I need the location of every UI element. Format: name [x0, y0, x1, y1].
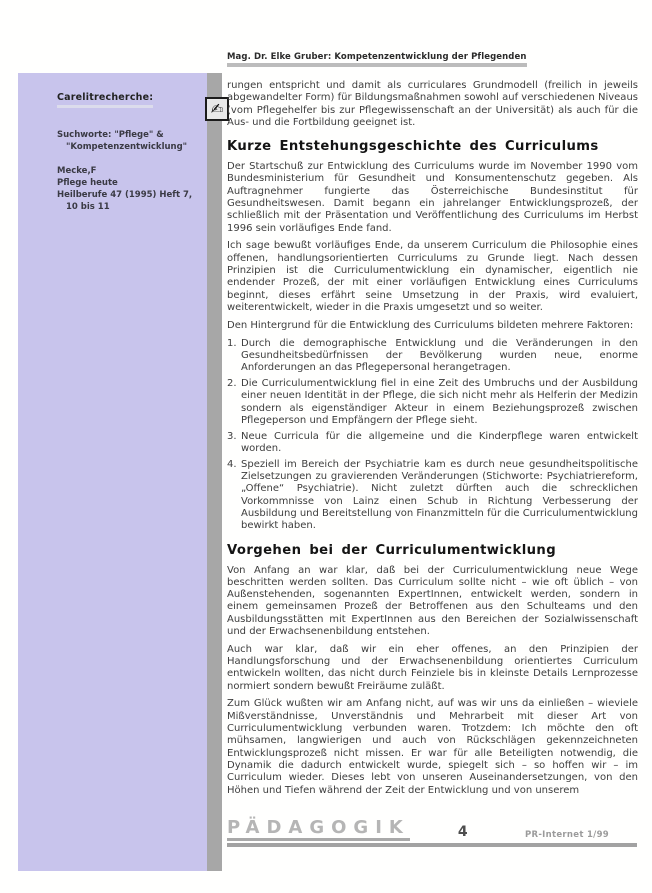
sidebar-keywords-line1: Suchworte: "Pflege" &: [57, 130, 164, 140]
paragraph: Der Startschuß zur Entwicklung des Curriculums wurde im November 1990 vom Bundesministerium für Gesundheit und Konsumentenschutz gegeben. Als Auftragnehmer fungierte das Österreichische Bundesinstitut für Gesundheitswesen. Damit begann ein jahrelanger Entwicklungsprozeß, der schließlich mit der Präsentation und Veröffentlichung des Curriculums im Herbst 1996 sein vorläufiges Ende fand.: [227, 161, 638, 234]
issue-label: PR-Internet 1/99: [524, 830, 609, 840]
writing-hand-icon: [205, 97, 229, 121]
numbered-list: [227, 338, 638, 533]
section-heading-vorgehen: Vorgehen bei der Curriculumentwicklung: [227, 542, 557, 558]
sidebar-panel: [18, 73, 207, 871]
citation-author: Mecke,F: [57, 166, 97, 176]
list-item: [227, 431, 638, 456]
footer-section-label: PÄDAGOGIK: [227, 818, 410, 841]
list-marker: 4.: [227, 458, 237, 470]
paragraph: Den Hintergrund für die Entwicklung des Curriculums bildeten mehrere Faktoren:: [227, 319, 634, 331]
list-item-text: Neue Curricula für die allgemeine und die Kinderpflege waren entwickelt worden.: [241, 430, 638, 454]
column-divider-bar: [207, 73, 222, 871]
list-item-text: Die Curriculumentwicklung fiel in eine Zeit des Umbruchs und der Ausbildung einer neuen Identität in der Pflege, die sich nicht mehr als Helferin der Medizin sondern als eigenständiger Akteur in einem Beziehungsprozeß zwischen Pflegeperson und Empfängern der Pflege sieht.: [241, 377, 638, 426]
paragraph: Auch war klar, daß wir ein eher offenes, an den Prinzipien der Handlungsforschung und der Erwachsenenbildung orientiertes Curriculum entwickeln wollten, das nicht durch Feinziele bis in kleinste Details Lernprozesse normiert sondern bewußt Freiräume zuläßt.: [227, 643, 638, 692]
writing-hand-glyph: ✍: [210, 99, 224, 118]
section-heading-entstehungsgeschichte: Kurze Entstehungsgeschichte des Curriculums: [227, 139, 599, 155]
list-marker: 2.: [227, 377, 237, 389]
list-item: [227, 378, 638, 427]
list-item: [227, 338, 638, 375]
main-text-column: [227, 44, 638, 810]
citation-journal: Pflege heute: [57, 178, 118, 188]
sidebar-title: Carelitrecherche:: [57, 92, 153, 108]
footer-rule: [227, 843, 637, 847]
intro-paragraph: rungen entspricht und damit als curriculares Grundmodell (freilich in jeweils abgewandelter Form) für Bildungsmaßnahmen sowohl auf verschiedenen Niveaus (vom Pflegehelfer bis zur Pflegewissenschaft an der Universität) als auch für die Aus- und die Fortbildung geeignet ist.: [227, 80, 638, 128]
paragraph: Von Anfang an war klar, daß bei der Curriculumentwicklung neue Wege beschritten werden sollten. Das Curriculum sollte nicht – wie oft üblich – von Außenstehenden, sogenannten ExpertInnen, entwickelt werden, sondern in einem gemeinsamen Prozeß der Betroffenen aus den Schulteams und den Ausbildungsstätten mit ExpertInnen aus den Bereichen der Sozialwissenschaft und der Erwachsenenbildung entstehen.: [227, 564, 638, 637]
list-item-text: Durch die demographische Entwicklung und die Veränderungen in den Gesundheitsbedürfnissen der Bevölkerung wurden neue, enorme Anforderungen an das Pflegepersonal herangetragen.: [241, 337, 638, 374]
running-header: Mag. Dr. Elke Gruber: Kompetenzentwicklung der Pflegenden: [227, 52, 527, 67]
citation-reference: Heilberufe 47 (1995) Heft 7, 10 bis 11: [57, 190, 193, 212]
sidebar-citation: [57, 165, 199, 213]
list-marker: 3.: [227, 430, 237, 442]
list-item: [227, 459, 638, 533]
page-number: 4: [457, 824, 468, 840]
paragraph: Zum Glück wußten wir am Anfang nicht, auf was wir uns da einließen – wieviele Mißverständnisse, Unverständnis und Mehrarbeit mit dieser Art von Curriculumentwicklung verbunden waren. Trotzdem: Ich möchte den oft mühsamen, langwierigen und auch von Rückschlägen gekennzeichneten Entwicklungsprozeß nicht missen. Er war für alle Beteiligten notwendig, die Dynamik die dadurch entwickelt wurde, spiegelt sich – so hoffen wir – im Curriculum wieder. Dieses lebt von unseren Auseinandersetzungen, von den Höhen und Tiefen während der Zeit der Entwicklung und von unserem: [227, 698, 638, 796]
sidebar-keywords-line2: "Kompetenzentwicklung": [66, 142, 188, 152]
page-footer: [227, 818, 637, 847]
paragraph: Ich sage bewußt vorläufiges Ende, da unserem Curriculum die Philosophie eines offenen, handlungsorientierten Curriculums zu Grunde liegt. Nach dessen Prinzipien ist die Curriculumentwicklung ein dynamischer, eigentlich nie endender Prozeß, der mit einer vorläufigen Entwicklung eines Curriculums beginnt, dieses erfährt seine Umsetzung in der Praxis, wird evaluiert, weiterentwickelt, wieder in die Praxis umgesetzt und so weiter.: [227, 240, 638, 313]
list-marker: 1.: [227, 337, 237, 349]
list-item-text: Speziell im Bereich der Psychiatrie kam es durch neue gesundheitspolitische Zielsetzungen zu gravierenden Veränderungen (Stichworte: Psychiatriereform, „Offene“ Psychiatrie). Nicht zuletzt dürften auch die schrecklichen Vorkommnisse von Lainz einen Schub in Richtung Verbesserung der Ausbildung und Bereitstellung von Finanzmitteln für die Curriculumentwicklung bewirkt haben.: [241, 458, 638, 532]
sidebar-keywords: [57, 129, 199, 153]
footer-row: [227, 818, 637, 841]
